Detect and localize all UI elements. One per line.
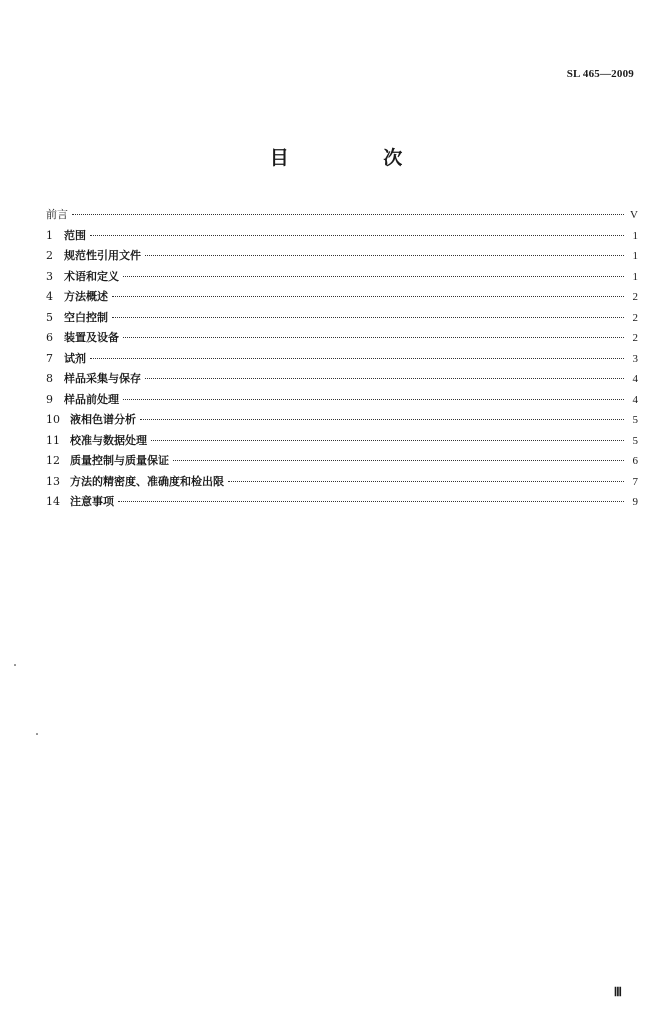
toc-entry[interactable] <box>46 246 638 267</box>
toc-entry-number: 3 <box>46 269 53 283</box>
toc-entry-label: 术语和定义 <box>64 269 119 283</box>
toc-entry[interactable] <box>46 226 638 247</box>
toc-entry-label: 方法概述 <box>64 290 108 303</box>
toc-entry-number: 6 <box>46 331 53 344</box>
toc-entry[interactable] <box>46 267 638 288</box>
toc-entry-number: 4 <box>46 290 53 303</box>
dot-leader <box>228 481 624 482</box>
toc-entry[interactable] <box>46 390 638 411</box>
toc-entry[interactable] <box>46 451 638 472</box>
toc-entry-page: 5 <box>632 414 638 426</box>
dot-leader <box>140 419 624 420</box>
toc-entry[interactable] <box>46 369 638 390</box>
toc-entry-page: 3 <box>632 352 638 365</box>
toc-entry-label: 前言 <box>46 208 68 221</box>
dot-leader <box>72 214 624 215</box>
toc-entry[interactable] <box>46 205 638 226</box>
toc-entry-page: 2 <box>632 291 638 303</box>
table-of-contents <box>46 205 638 513</box>
toc-entry-page: 1 <box>632 229 638 242</box>
dot-leader <box>123 276 624 277</box>
toc-entry-label: 方法的精密度、准确度和检出限 <box>70 474 224 488</box>
toc-entry[interactable] <box>46 492 638 513</box>
scan-speck <box>14 664 16 666</box>
toc-entry-label: 范围 <box>64 228 86 242</box>
toc-entry-label: 样品采集与保存 <box>64 372 141 385</box>
toc-entry-number: 7 <box>46 351 53 365</box>
toc-entry-page: 6 <box>632 455 638 467</box>
toc-entry[interactable] <box>46 431 638 452</box>
toc-entry-number: 2 <box>46 249 53 262</box>
toc-entry-page: 2 <box>632 332 638 344</box>
toc-entry-label: 注意事项 <box>70 495 114 508</box>
toc-entry-label: 质量控制与质量保证 <box>70 454 169 467</box>
page-number: Ⅲ <box>613 985 622 999</box>
toc-entry-page: 2 <box>632 311 638 324</box>
dot-leader <box>145 255 624 256</box>
toc-entry-number: 11 <box>46 433 60 447</box>
dot-leader <box>123 337 624 338</box>
toc-entry-number: 14 <box>46 495 60 508</box>
toc-entry-label: 空白控制 <box>64 310 108 324</box>
dot-leader <box>151 440 624 441</box>
toc-entry[interactable] <box>46 328 638 349</box>
toc-entry-number: 9 <box>46 392 53 406</box>
toc-entry-number: 8 <box>46 372 53 385</box>
toc-entry-page: 7 <box>632 475 638 488</box>
toc-entry-page: 1 <box>632 250 638 262</box>
scan-speck <box>36 733 38 735</box>
toc-entry-number: 13 <box>46 474 60 488</box>
dot-leader <box>173 460 624 461</box>
toc-entry[interactable] <box>46 349 638 370</box>
toc-entry-number: 5 <box>46 310 53 324</box>
toc-entry[interactable] <box>46 287 638 308</box>
toc-entry-page: 4 <box>632 373 638 385</box>
toc-entry-label: 装置及设备 <box>64 331 119 344</box>
toc-entry-label: 规范性引用文件 <box>64 249 141 262</box>
dot-leader <box>90 358 624 359</box>
dot-leader <box>112 317 624 318</box>
dot-leader <box>118 501 624 502</box>
toc-entry-page: 9 <box>632 496 638 508</box>
toc-entry-label: 试剂 <box>64 351 86 365</box>
toc-entry-page: V <box>630 209 638 221</box>
toc-entry-label: 液相色谱分析 <box>70 413 136 426</box>
dot-leader <box>112 296 624 297</box>
toc-title: 目 次 <box>269 147 447 169</box>
toc-entry[interactable] <box>46 308 638 329</box>
toc-entry-page: 4 <box>632 393 638 406</box>
dot-leader <box>145 378 624 379</box>
toc-entry-number: 10 <box>46 413 60 426</box>
toc-entry[interactable] <box>46 410 638 431</box>
dot-leader <box>123 399 624 400</box>
toc-entry-number: 12 <box>46 454 60 467</box>
toc-entry-page: 1 <box>632 270 638 283</box>
toc-entry-label: 样品前处理 <box>64 392 119 406</box>
document-code: SL 465—2009 <box>566 68 634 80</box>
toc-entry-number: 1 <box>46 228 53 242</box>
toc-entry[interactable] <box>46 472 638 493</box>
toc-entry-label: 校准与数据处理 <box>70 433 147 447</box>
dot-leader <box>90 235 624 236</box>
toc-entry-page: 5 <box>632 434 638 447</box>
